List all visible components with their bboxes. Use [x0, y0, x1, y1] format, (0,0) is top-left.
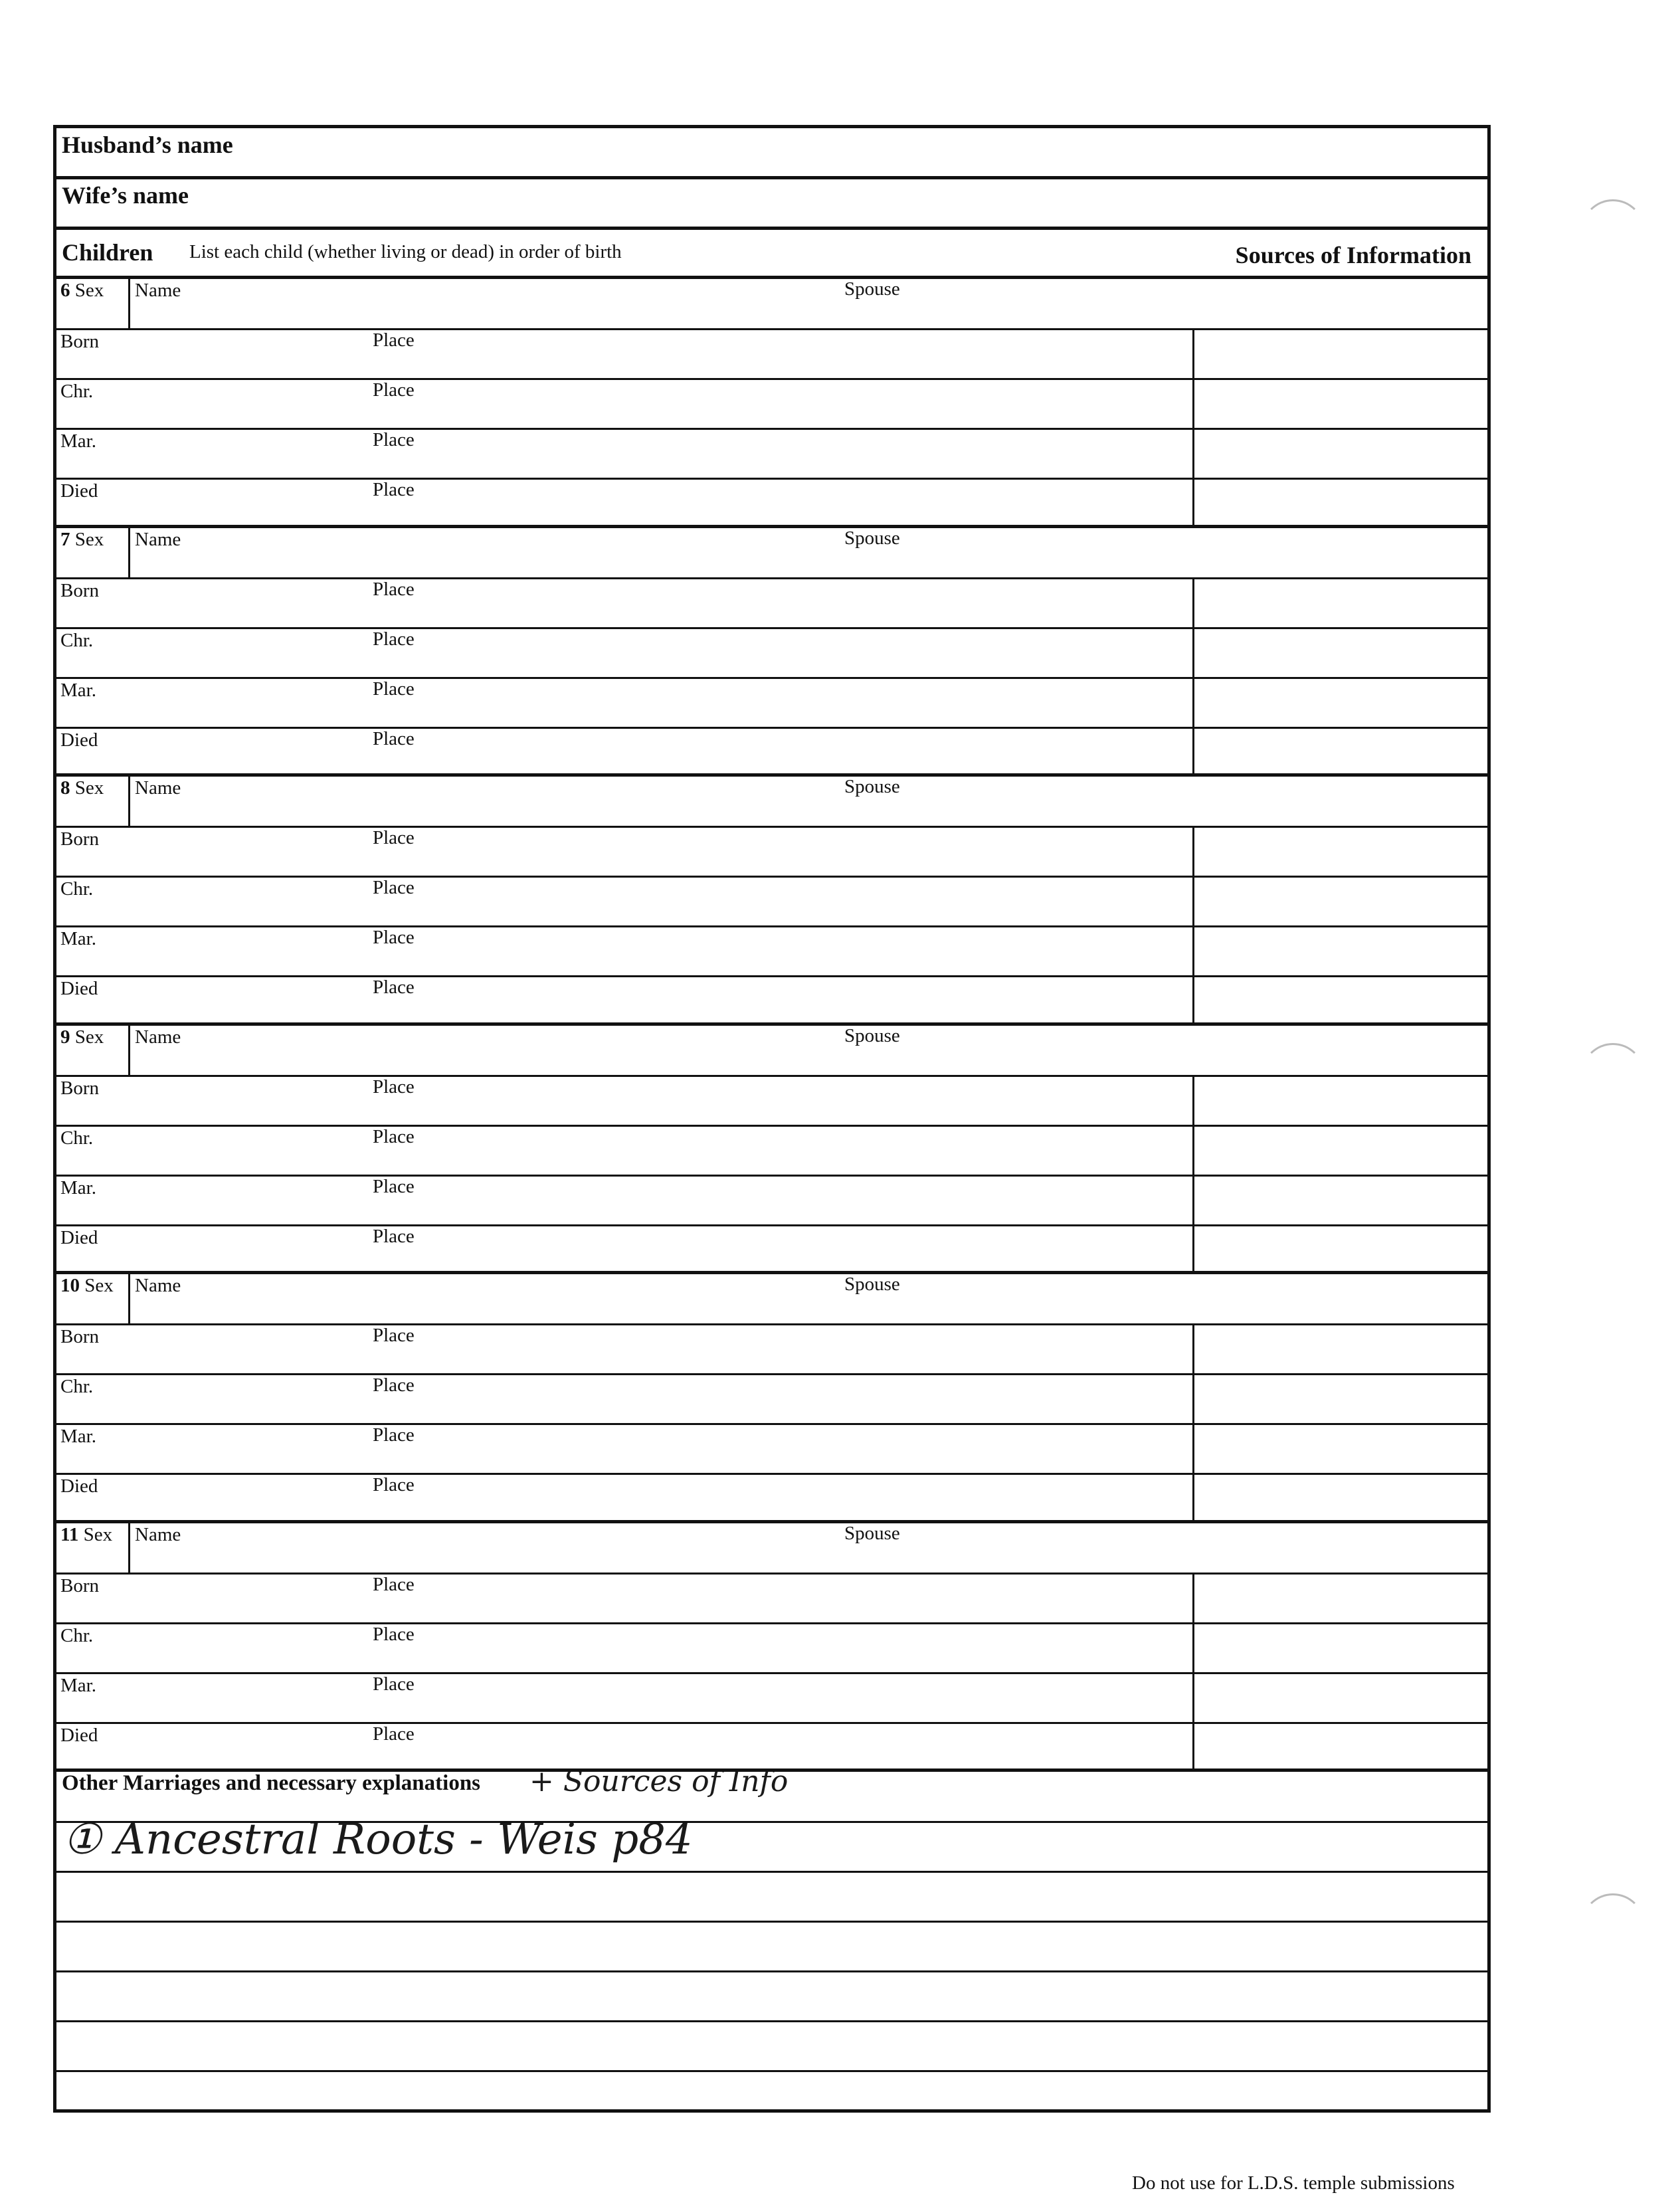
- divider: [56, 577, 1487, 579]
- divider: [128, 776, 130, 826]
- event-label: Died: [60, 978, 98, 999]
- child-block: [56, 1523, 1487, 1772]
- name-field-label: Name: [135, 280, 181, 301]
- place-field-label: Place: [373, 578, 415, 600]
- children-heading: Children: [62, 239, 153, 266]
- divider: [128, 527, 130, 577]
- spouse-field-label: Spouse: [844, 1024, 900, 1046]
- place-field-label: Place: [373, 1325, 415, 1346]
- divider: [56, 1022, 1487, 1026]
- child-number-sex: [60, 777, 104, 799]
- note-line: [56, 1821, 1487, 1823]
- divider: [56, 876, 1487, 878]
- divider: [56, 1672, 1487, 1674]
- divider: [56, 276, 1487, 279]
- handwritten-note-line: ① Ancestral Roots - Weis p84: [63, 1815, 693, 1864]
- place-field-label: Place: [373, 628, 415, 650]
- sex-label: Sex: [74, 1026, 104, 1048]
- name-field-label: Name: [135, 1026, 181, 1048]
- divider: [56, 1520, 1487, 1523]
- divider: [128, 1025, 130, 1075]
- sources-heading: Sources of Information: [1235, 242, 1471, 268]
- child-block: [56, 1274, 1487, 1523]
- event-label: Mar.: [60, 430, 96, 452]
- child-number-sex: [60, 529, 104, 551]
- place-field-label: Place: [373, 877, 415, 898]
- husband-name-label: Husband’s name: [62, 132, 233, 158]
- place-field-label: Place: [373, 1375, 415, 1396]
- punch-hole: [1581, 199, 1645, 263]
- divider: [56, 773, 1487, 777]
- name-field-label: Name: [135, 777, 181, 799]
- place-field-label: Place: [373, 1573, 415, 1595]
- place-field-label: Place: [373, 1623, 415, 1645]
- place-field-label: Place: [373, 977, 415, 998]
- divider: [128, 278, 130, 328]
- divider: [56, 1423, 1487, 1425]
- child-number-sex: [60, 280, 104, 302]
- sex-label: Sex: [84, 1275, 114, 1296]
- divider: [56, 1175, 1487, 1177]
- divider: [56, 1473, 1487, 1475]
- place-field-label: Place: [373, 1424, 415, 1446]
- note-line: [56, 2020, 1487, 2022]
- event-label: Chr.: [60, 1127, 94, 1149]
- place-field-label: Place: [373, 678, 415, 700]
- name-field-label: Name: [135, 1275, 181, 1296]
- place-field-label: Place: [373, 429, 415, 450]
- child-block: [56, 278, 1487, 527]
- note-line: [56, 1921, 1487, 1923]
- spouse-field-label: Spouse: [844, 527, 900, 549]
- place-field-label: Place: [373, 727, 415, 749]
- divider: [56, 176, 1487, 179]
- place-field-label: Place: [373, 1175, 415, 1197]
- family-group-form: [53, 125, 1491, 2113]
- punch-hole: [1581, 1893, 1645, 1957]
- divider: [56, 1573, 1487, 1575]
- place-field-label: Place: [373, 927, 415, 948]
- event-label: Born: [60, 579, 99, 601]
- place-field-label: Place: [373, 479, 415, 500]
- child-number: 7: [60, 528, 75, 550]
- divider: [56, 227, 1487, 230]
- event-label: Mar.: [60, 1674, 96, 1696]
- place-field-label: Place: [373, 827, 415, 848]
- children-instruction: List each child (whether living or dead) in order of birth: [189, 241, 622, 262]
- event-label: Mar.: [60, 1426, 96, 1447]
- child-block: [56, 527, 1487, 777]
- divider: [56, 826, 1487, 828]
- divider: [56, 1722, 1487, 1724]
- place-field-label: Place: [373, 1673, 415, 1695]
- divider: [56, 328, 1487, 330]
- note-line: [56, 2070, 1487, 2072]
- place-field-label: Place: [373, 1723, 415, 1745]
- place-field-label: Place: [373, 330, 415, 351]
- place-field-label: Place: [373, 379, 415, 401]
- event-label: Mar.: [60, 1177, 96, 1198]
- divider: [56, 1271, 1487, 1274]
- divider: [56, 727, 1487, 729]
- child-number: 8: [60, 777, 75, 799]
- divider: [56, 478, 1487, 480]
- sex-label: Sex: [74, 280, 104, 301]
- event-label: Died: [60, 480, 98, 502]
- event-label: Chr.: [60, 1624, 94, 1646]
- divider: [56, 1224, 1487, 1226]
- note-line: [56, 1970, 1487, 1972]
- spouse-field-label: Spouse: [844, 776, 900, 797]
- spouse-field-label: Spouse: [844, 1522, 900, 1544]
- event-label: Died: [60, 1226, 98, 1248]
- name-field-label: Name: [135, 528, 181, 550]
- child-number: 11: [60, 1523, 84, 1545]
- sex-label: Sex: [74, 777, 104, 799]
- event-label: Chr.: [60, 1376, 94, 1397]
- sex-label: Sex: [83, 1523, 113, 1545]
- spouse-field-label: Spouse: [844, 278, 900, 300]
- event-label: Mar.: [60, 928, 96, 949]
- divider: [56, 378, 1487, 380]
- divider: [56, 627, 1487, 629]
- event-label: Born: [60, 1575, 99, 1596]
- handwritten-sources-note: + Sources of Info: [529, 1765, 789, 1798]
- child-number-sex: [60, 1026, 104, 1048]
- place-field-label: Place: [373, 1125, 415, 1147]
- divider: [56, 1622, 1487, 1624]
- divider: [56, 1768, 1487, 1772]
- divider: [56, 1075, 1487, 1077]
- note-line: [56, 1871, 1487, 1873]
- punch-hole: [1581, 1043, 1645, 1107]
- divider: [56, 1125, 1487, 1127]
- divider: [56, 525, 1487, 528]
- place-field-label: Place: [373, 1076, 415, 1098]
- divider: [56, 1323, 1487, 1325]
- footer-notice: Do not use for L.D.S. temple submissions: [1132, 2172, 1455, 2194]
- event-label: Chr.: [60, 629, 94, 651]
- event-label: Born: [60, 1077, 99, 1099]
- divider: [56, 428, 1487, 430]
- child-number: 6: [60, 280, 75, 301]
- wife-name-label: Wife’s name: [62, 182, 189, 209]
- child-number-sex: [60, 1275, 114, 1297]
- child-number: 9: [60, 1026, 75, 1048]
- event-label: Mar.: [60, 679, 96, 701]
- divider: [56, 1373, 1487, 1375]
- child-block: [56, 1025, 1487, 1274]
- event-label: Born: [60, 331, 99, 352]
- spouse-field-label: Spouse: [844, 1274, 900, 1295]
- place-field-label: Place: [373, 1225, 415, 1247]
- event-label: Chr.: [60, 381, 94, 402]
- event-label: Died: [60, 1724, 98, 1746]
- divider: [128, 1523, 130, 1573]
- child-block: [56, 776, 1487, 1025]
- divider: [56, 925, 1487, 927]
- event-label: Died: [60, 729, 98, 751]
- name-field-label: Name: [135, 1523, 181, 1545]
- event-label: Born: [60, 828, 99, 850]
- divider: [56, 975, 1487, 977]
- place-field-label: Place: [373, 1474, 415, 1495]
- other-marriages-label: Other Marriages and necessary explanations: [62, 1771, 481, 1795]
- event-label: Chr.: [60, 878, 94, 900]
- event-label: Born: [60, 1326, 99, 1347]
- event-label: Died: [60, 1476, 98, 1497]
- other-marriages-section: [56, 1765, 1487, 2109]
- child-number: 10: [60, 1275, 85, 1296]
- sex-label: Sex: [74, 528, 104, 550]
- child-number-sex: [60, 1524, 112, 1546]
- divider: [56, 677, 1487, 679]
- divider: [128, 1274, 130, 1323]
